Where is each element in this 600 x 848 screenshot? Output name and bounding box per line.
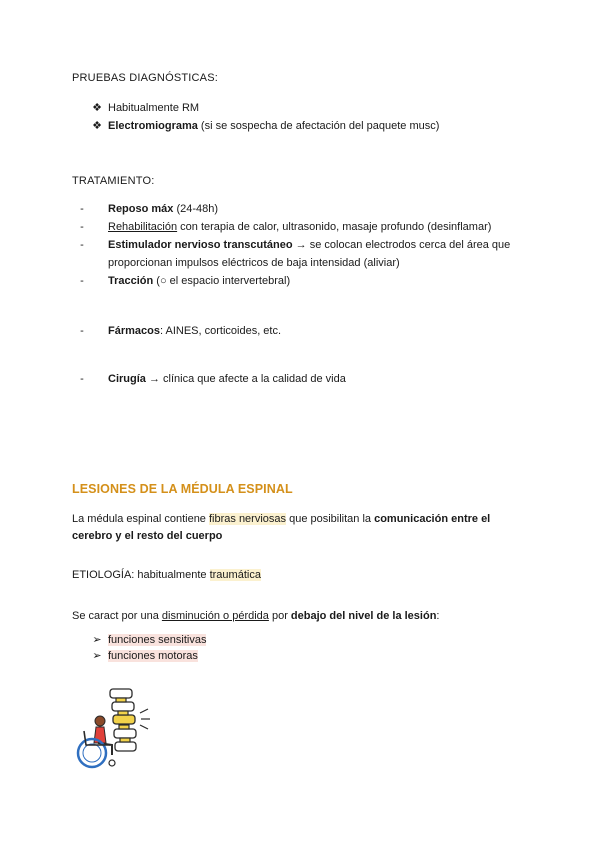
- item-text: (si se sospecha de afectación del paquete musc): [197, 120, 440, 132]
- farmacos-list: [72, 322, 281, 340]
- list-item: [91, 99, 439, 117]
- text: :: [436, 610, 440, 622]
- item-text: funciones sensitivas: [108, 634, 207, 646]
- item-bold: Estimulador nervioso transcutáneo: [108, 239, 293, 251]
- text: por: [268, 610, 291, 622]
- list-item: [72, 200, 510, 218]
- etiologia-line: [72, 567, 532, 584]
- bold-text: debajo del nivel de la lesión: [290, 610, 437, 622]
- pruebas-heading: PRUEBAS DIAGNÓSTICAS:: [72, 72, 219, 84]
- item-text: (○ el espacio intervertebral): [153, 275, 291, 287]
- dash-bullet: -: [80, 221, 84, 233]
- highlight-text: traumática: [209, 569, 261, 581]
- arrow-bullet-icon: ➢: [92, 634, 102, 646]
- list-item: [91, 632, 206, 648]
- list-item: [72, 322, 281, 340]
- item-bold: Cirugía: [108, 373, 146, 385]
- list-item: [72, 218, 510, 236]
- pruebas-list: [91, 99, 439, 135]
- underline-text: disminución o pérdida: [161, 610, 269, 622]
- diamond-bullet-icon: ❖: [92, 102, 102, 114]
- tratamiento-list: [72, 200, 510, 290]
- dash-bullet: -: [80, 203, 84, 215]
- text: ETIOLOGÍA: habitualmente: [72, 569, 210, 581]
- item-bold: Reposo máx: [108, 203, 174, 215]
- text: Se caract por una: [72, 610, 162, 622]
- dash-bullet: -: [80, 373, 84, 385]
- text: La médula espinal contiene: [72, 513, 209, 525]
- item-text: con terapia de calor, ultrasonido, masaje profundo (desinflamar): [177, 221, 492, 233]
- list-item: [91, 648, 206, 664]
- item-text: proporcionan impulsos eléctricos de baja intensidad (aliviar): [108, 257, 400, 269]
- item-text: → clínica que afecte a la calidad de vida: [145, 373, 346, 385]
- dash-bullet: -: [80, 325, 84, 337]
- dash-bullet: -: [80, 239, 84, 251]
- list-item: [72, 370, 346, 388]
- tratamiento-heading: TRATAMIENTO:: [72, 175, 155, 187]
- spine-wheelchair-illustration-icon: [70, 683, 160, 773]
- intro-paragraph: [72, 511, 532, 545]
- item-text: (24-48h): [173, 203, 219, 215]
- diamond-bullet-icon: ❖: [92, 120, 102, 132]
- item-bold: Fármacos: [108, 325, 160, 337]
- item-underline: Rehabilitación: [108, 221, 178, 233]
- list-item: [72, 236, 510, 272]
- list-item: [72, 272, 510, 290]
- section-title: LESIONES DE LA MÉDULA ESPINAL: [72, 482, 293, 496]
- list-item: [91, 117, 439, 135]
- item-text: : AINES, corticoides, etc.: [159, 325, 282, 337]
- caract-line: [72, 608, 532, 625]
- item-text: funciones motoras: [108, 650, 198, 662]
- item-bold: Electromiograma: [108, 120, 198, 132]
- text: que posibilitan la: [286, 513, 375, 525]
- cirugia-list: [72, 370, 346, 388]
- arrow-bullet-icon: ➢: [92, 650, 102, 662]
- item-text: Habitualmente RM: [108, 102, 200, 114]
- item-text: → se colocan electrodos cerca del área que: [292, 239, 511, 251]
- item-bold: Tracción: [108, 275, 154, 287]
- funciones-list: [91, 632, 206, 664]
- bold-text: comunicación entre el cerebro y el resto del cuerpo: [72, 513, 491, 542]
- highlight-text: fibras nerviosas: [208, 513, 287, 525]
- dash-bullet: -: [80, 275, 84, 287]
